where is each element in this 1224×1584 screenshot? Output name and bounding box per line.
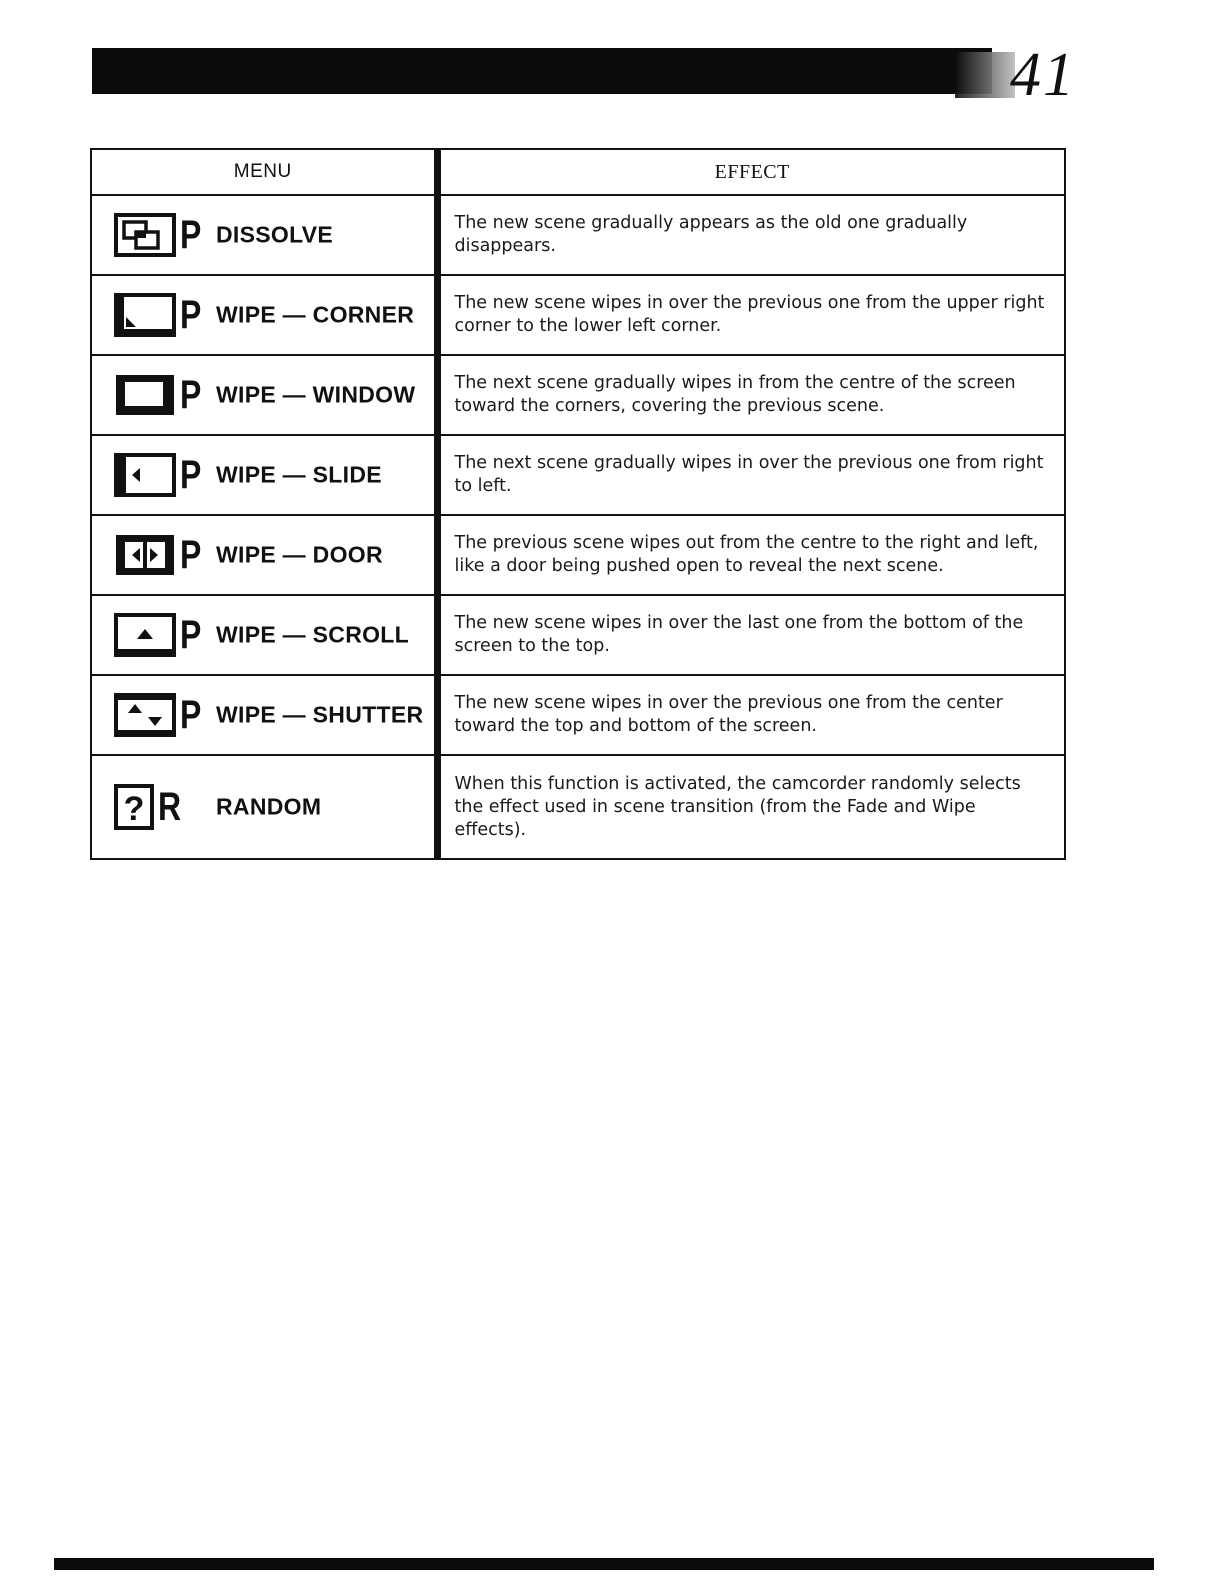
mode-letter: P (180, 533, 202, 577)
table-row (91, 275, 1065, 355)
wipe-scroll-icon (114, 613, 176, 657)
mode-letter: P (180, 293, 202, 337)
menu-cell (91, 595, 437, 675)
menu-label: WIPE — DOOR (216, 541, 383, 568)
random-icon (114, 784, 154, 830)
effect-description: The new scene wipes in over the last one from the bottom of the screen to the top. (437, 595, 1065, 675)
table-header-row (91, 149, 1065, 195)
table-row (91, 435, 1065, 515)
wipe-shutter-icon (114, 693, 176, 737)
mode-letter: P (180, 453, 202, 497)
effect-description: The next scene gradually wipes in from the centre of the screen toward the corners, covering the previous scene. (437, 355, 1065, 435)
header-bar (92, 48, 992, 94)
mode-letter: P (180, 373, 202, 417)
table-row (91, 595, 1065, 675)
table-row (91, 755, 1065, 859)
menu-cell (91, 515, 437, 595)
effect-description: The new scene gradually appears as the old one gradually disappears. (437, 195, 1065, 275)
menu-column-header: MENU (91, 149, 437, 195)
menu-cell (91, 355, 437, 435)
wipe-door-icon (114, 533, 176, 577)
menu-label: RANDOM (216, 793, 322, 820)
effect-description: When this function is activated, the camcorder randomly selects the effect used in scene transition (from the Fade and Wipe effects). (437, 755, 1065, 859)
menu-label: WIPE — SHUTTER (216, 701, 424, 728)
wipe-window-icon (114, 373, 176, 417)
mode-letter: P (180, 213, 202, 257)
dissolve-icon (114, 213, 176, 257)
menu-label: DISSOLVE (216, 221, 333, 248)
header-bar-fade (955, 52, 1015, 98)
mode-letter: R (158, 785, 182, 829)
menu-cell (91, 275, 437, 355)
table-row (91, 195, 1065, 275)
svg-text:?: ? (123, 790, 145, 828)
menu-label: WIPE — SCROLL (216, 621, 410, 648)
effect-column-header: EFFECT (437, 149, 1065, 195)
table-row (91, 515, 1065, 595)
mode-letter: P (180, 693, 202, 737)
menu-cell (91, 195, 437, 275)
page-number: 41 (1010, 41, 1076, 109)
mode-letter: P (180, 613, 202, 657)
wipe-corner-icon (114, 293, 176, 337)
table-row (91, 675, 1065, 755)
footer-bar (54, 1558, 1154, 1570)
effects-table (90, 148, 1066, 860)
table-row (91, 355, 1065, 435)
menu-cell (91, 435, 437, 515)
menu-cell (91, 675, 437, 755)
effect-description: The new scene wipes in over the previous one from the upper right corner to the lower left corner. (437, 275, 1065, 355)
effect-description: The next scene gradually wipes in over the previous one from right to left. (437, 435, 1065, 515)
menu-label: WIPE — CORNER (216, 301, 415, 328)
menu-label: WIPE — SLIDE (216, 461, 382, 488)
menu-cell (91, 755, 437, 859)
effect-description: The previous scene wipes out from the centre to the right and left, like a door being pushed open to reveal the next scene. (437, 515, 1065, 595)
wipe-slide-icon (114, 453, 176, 497)
effect-description: The new scene wipes in over the previous one from the center toward the top and bottom of the screen. (437, 675, 1065, 755)
menu-label: WIPE — WINDOW (216, 381, 416, 408)
